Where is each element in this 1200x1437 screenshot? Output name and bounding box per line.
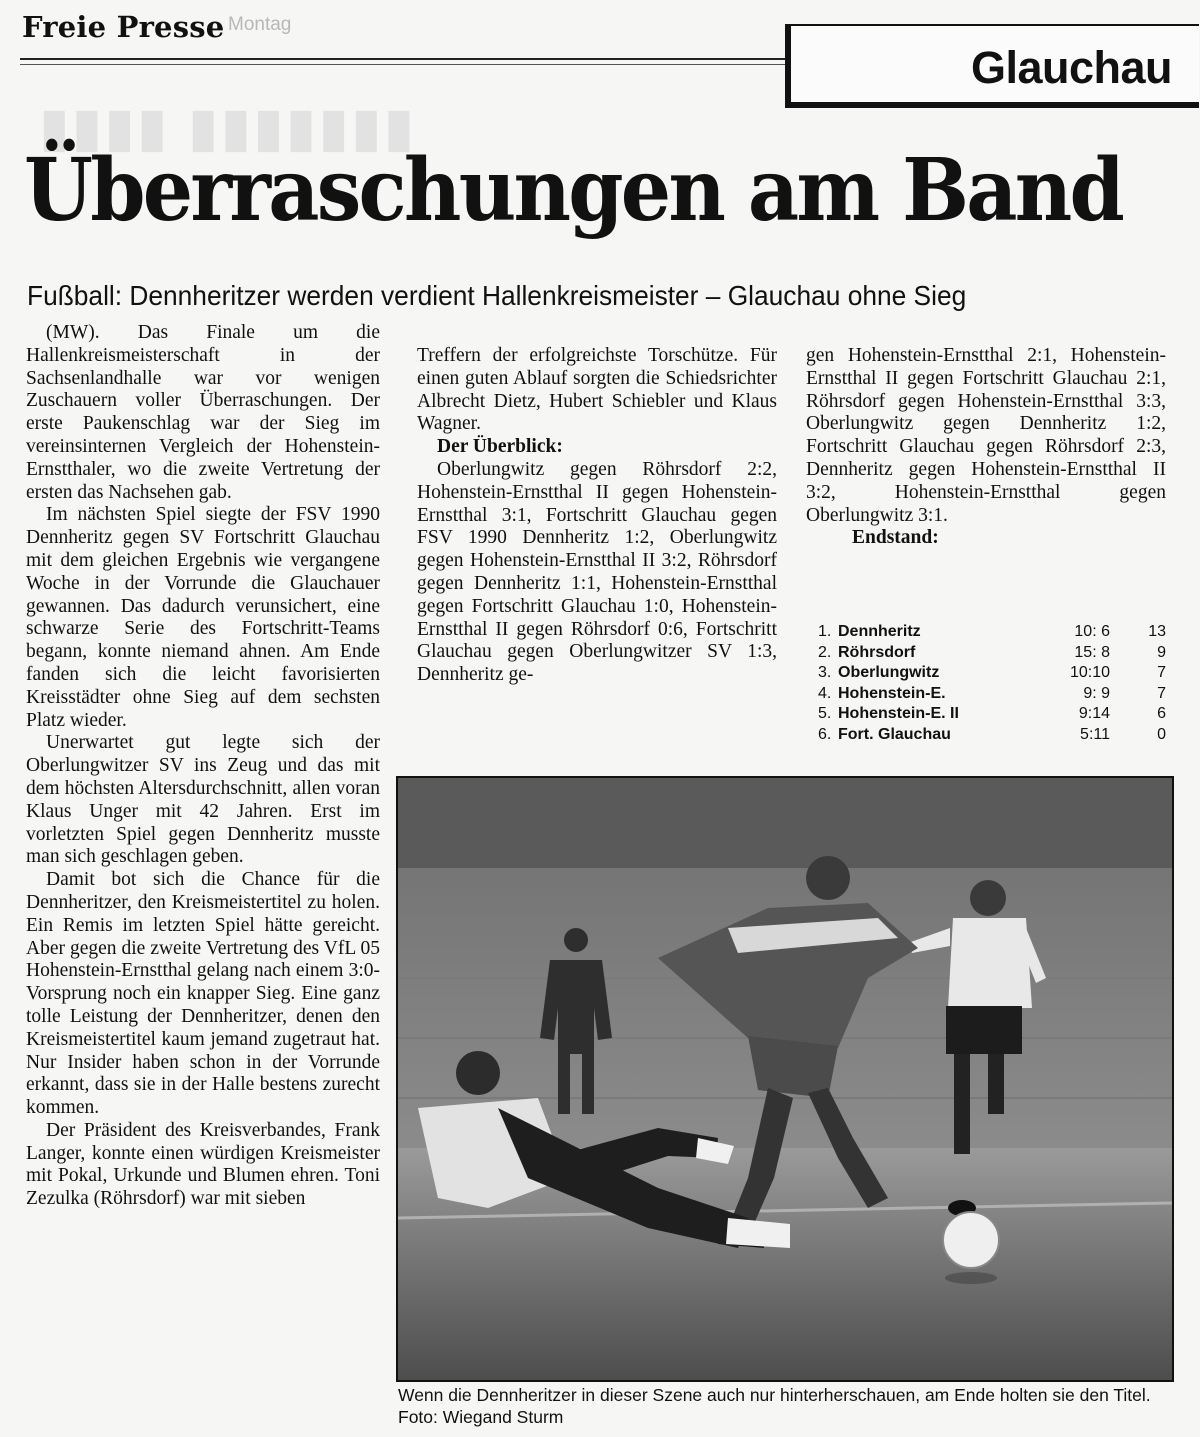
paragraph: Der Präsident des Kreisverbandes, Frank Langer, konnte einen würdigen Kreismeister mit Pokal, Urkunde und Blumen ehren. Toni Zezulka (Röhrsdorf) war mit sieben [26,1119,380,1210]
team-name: Röhrsdorf [838,643,916,661]
standings-row [818,643,1170,664]
team-name: Hohenstein-E. [838,684,946,702]
points: 13 [1148,623,1166,640]
overview-heading: Der Überblick: [437,436,563,458]
rank: 4. [818,684,832,702]
team-name: Oberlungwitz [838,664,940,681]
points: 0 [1157,725,1166,743]
goal-ratio: 9:14 [1078,705,1110,722]
masthead-rule-thin [20,64,792,65]
team-name: Hohenstein-E. II [838,705,959,722]
goal-ratio: 5:11 [1080,725,1110,743]
team-name: Dennheritz [838,623,921,640]
match-photo-image [398,778,1172,1380]
points: 6 [1157,705,1166,722]
rank: 1. [818,623,832,640]
newspaper-name: Freie Presse [22,10,225,44]
standings-heading: Endstand: [852,527,939,549]
paragraph: Im nächsten Spiel siegte der FSV 1990 Dennheritz gegen SV Fortschritt Glauchau mit dem gleichen Ergebnis wie vergangene Woche in der Vorrunde die Glauchauer gewannen. Das dadurch verunsichert, eine schwarze Serie des Fortschritt-Teams begann, konnte niemand ahnen. Am Ende fanden sich die leicht favorisierten Kreisstädter ohne Sieg auf dem sechsten Platz wieder. [26,504,380,731]
background-bleed-text: ▮▮▮▮ ▮▮▮▮▮▮▮ [40,99,418,157]
masthead-rule [20,58,792,60]
section-box [785,24,1199,108]
standings-row [818,725,1170,746]
rank: 3. [818,664,832,681]
standings-table [818,622,1170,745]
paragraph: (MW). Das Finale um die Hallenkreismeisterschaft in der Sachsenlandhalle war vor wenigen Zuschauern voller Überraschungen. Der erste Paukenschlag war der Sieg im vereinsinternen Vergleich der Hohenstein-Ernstthaler, wo die zweite Vertretung der ersten das Nachsehen gab. [26,322,380,503]
paragraph: Damit bot sich die Chance für die Dennheritzer, den Kreismeistertitel zu holen. Ein Remis im letzten Spiel hätte gereicht. Aber gegen die zweite Vertretung des VfL 05 Hohenstein-Ernstthal gelang nach einem 3:0-Vorsprung noch ein knapper Sieg. Eine ganz tolle Leistung der Dennheritzer, denen den Kreismeistertitel kaum jemand zugetraut hat. Nur Insider haben schon in der Vorrunde erkannt, dass sie in der Halle bestens zurecht kommen. [26,869,380,1119]
paragraph: Treffern der erfolgreichste Torschütze. Für einen guten Ablauf sorgten die Schiedsrichter Albrecht Dietz, Hubert Schiebler und Klaus Wagner. [417,345,777,435]
standings-row [818,704,1170,725]
column-2 [417,345,777,687]
team-name: Fort. Glauchau [838,725,951,743]
rank: 2. [818,643,832,661]
match-photo [396,776,1174,1382]
masthead-day: Montag [228,14,292,35]
standings-row [818,622,1170,643]
column-1 [26,322,380,1211]
standings-row [818,663,1170,684]
paragraph: Unerwartet gut legte sich der Oberlungwitzer SV ins Zeug und das mit dem höchsten Altersdurchschnitt, allen voran Klaus Unger mit 42 Jahren. Erst im vorletzten Spiel gegen Dennheritz musste man sich geschlagen geben. [26,732,380,868]
column-3 [806,345,1166,550]
points: 7 [1157,664,1166,681]
rank: 6. [818,725,832,743]
overview-results-cont: gen Hohenstein-Ernstthal 2:1, Hohenstein-Ernstthal II gegen Fortschritt Glauchau 2:1, Röhrsdorf gegen Hohenstein-Ernstthal 3:3, Oberlungwitz gegen Dennheritz 1:2, Fortschritt Glauchau gegen Röhrsdorf 2:3, Dennheritz gegen Hohenstein-Ernstthal II 3:2, Hohenstein-Ernstthal gegen Oberlungwitz 3:1. [806,345,1166,526]
goal-ratio: 15: 8 [1074,643,1110,661]
goal-ratio: 10: 6 [1074,623,1110,640]
goal-ratio: 10:10 [1069,664,1110,681]
points: 7 [1157,684,1166,702]
subheadline: Fußball: Dennheritzer werden verdient Hallenkreismeister – Glauchau ohne Sieg [27,280,967,311]
points: 9 [1157,643,1166,661]
headline: Überraschungen am Band [24,140,1123,241]
standings-row [818,684,1170,705]
overview-results: Oberlungwitz gegen Röhrsdorf 2:2, Hohenstein-Ernstthal II gegen Hohenstein-Ernstthal 3:1, Fortschritt Glauchau gegen FSV 1990 Dennheritz 1:2, Oberlungwitz gegen Hohenstein-Ernstthal II 3:2, Röhrsdorf gegen Dennheritz 1:1, Hohenstein-Ernstthal gegen Fortschritt Glauchau 1:0, Hohenstein-Ernstthal II gegen Röhrsdorf 0:6, Fortschritt Glauchau gegen Oberlungwitzer SV 1:3, Dennheritz ge- [417,458,777,686]
rank: 5. [818,705,832,722]
photo-caption: Wenn die Dennheritzer in dieser Szene auch nur hinterherschauen, am Ende holten sie den Titel. Foto: Wiegand Sturm [398,1385,1151,1427]
section-label: Glauchau [971,42,1173,93]
goal-ratio: 9: 9 [1083,684,1110,702]
